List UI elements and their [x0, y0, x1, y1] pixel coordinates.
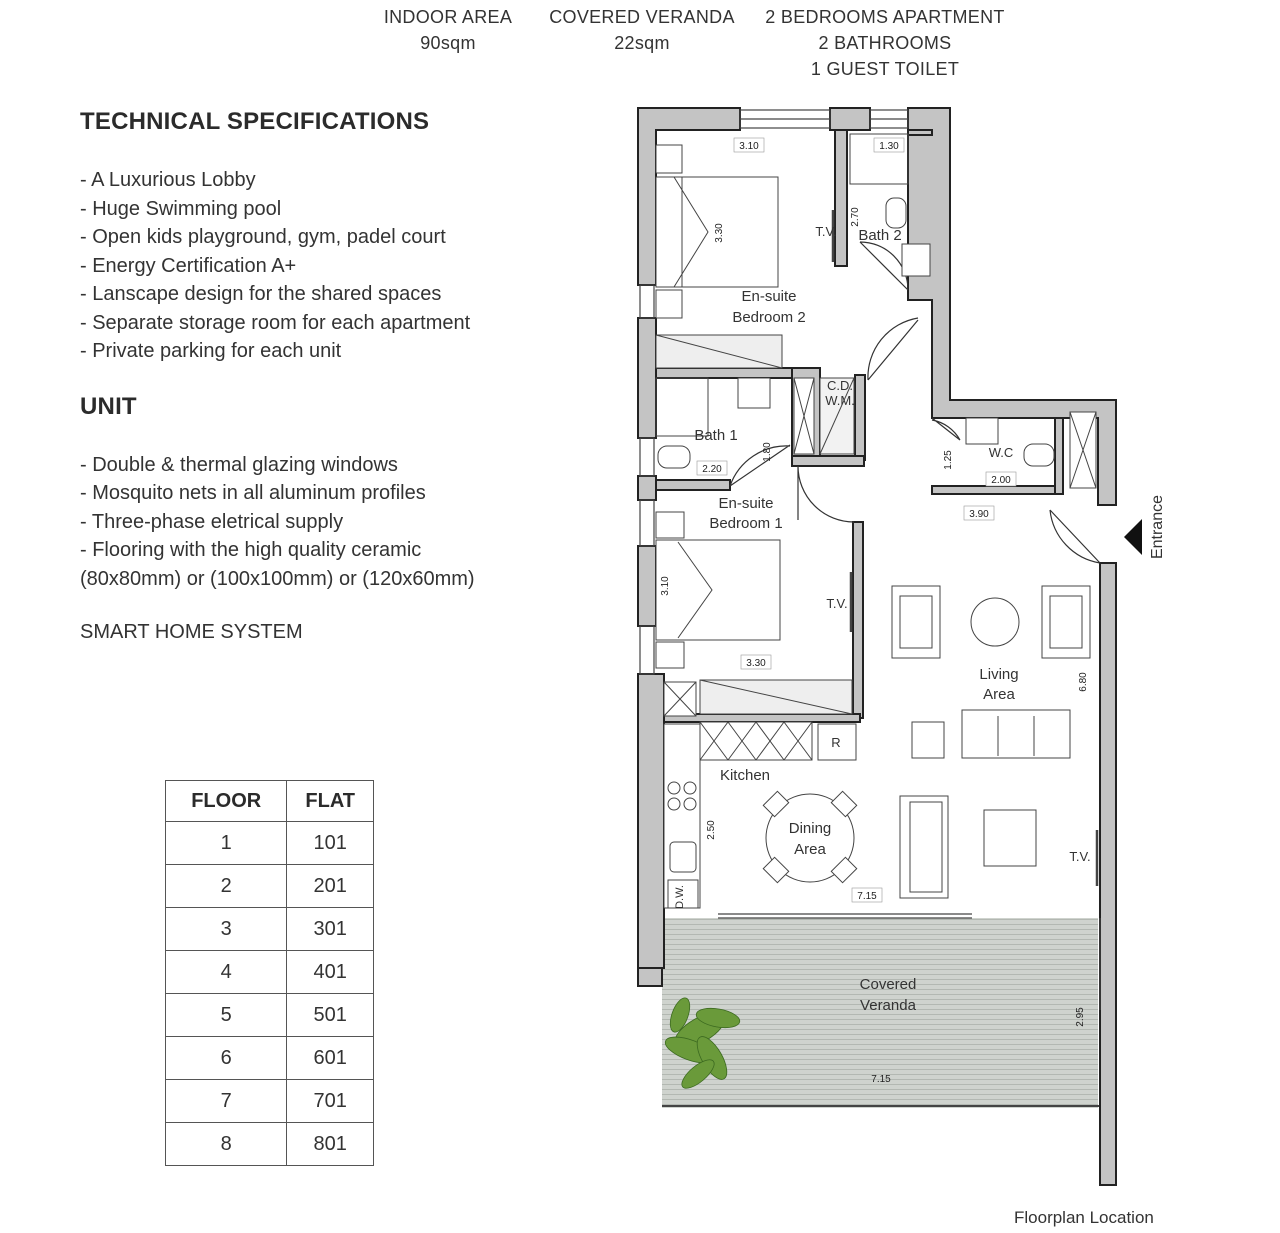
wall-left-window-bed1 — [638, 546, 656, 626]
armchair-right-seat — [1050, 596, 1082, 648]
dim-bedroom2-width: 3.10 — [739, 141, 759, 152]
dim-wc-width: 2.00 — [991, 475, 1011, 486]
floorplan-location-label: Floorplan Location — [1014, 1208, 1154, 1227]
dim-veranda-width: 7.15 — [871, 1074, 891, 1085]
hob-ring — [684, 798, 696, 810]
window-bed1-side — [640, 500, 654, 546]
floor-cell: 1 — [166, 822, 287, 865]
dim-bath2-height: 2.70 — [850, 207, 861, 227]
window-bath1-side — [640, 438, 654, 476]
kitchen-upper-cabinets — [700, 722, 812, 760]
unit-item: (80x80mm) or (100x100mm) or (120x60mm) — [80, 567, 475, 590]
floor-cell: 4 — [166, 951, 287, 994]
sink-wc — [966, 418, 998, 444]
wall-bed1-right — [853, 522, 863, 718]
sofa-three-seater — [962, 710, 1070, 758]
label-living-line1: Living — [979, 666, 1019, 683]
indoor-area-value: 90sqm — [420, 33, 476, 53]
toilet-wc — [1024, 444, 1054, 466]
label-bath1: Bath 1 — [694, 427, 738, 444]
spec-item: - Private parking for each unit — [80, 340, 342, 362]
label-dishwasher: D.W. — [674, 885, 686, 909]
dim-veranda-height: 2.95 — [1075, 1007, 1086, 1027]
spec-item: - Lanscape design for the shared spaces — [80, 283, 442, 305]
label-dining-line1: Dining — [788, 820, 832, 837]
label-bedroom2-line2: Bedroom 2 — [732, 309, 806, 326]
wc-fixtures — [966, 412, 1096, 488]
unit-item: - Double & thermal glazing windows — [80, 453, 398, 476]
label-bedroom2-line1: En-suite — [741, 288, 797, 305]
flat-cell: 201 — [287, 865, 374, 908]
armchair-left-seat — [900, 596, 932, 648]
wall-bath1-top — [656, 368, 792, 378]
dim-interior-width: 7.15 — [857, 891, 877, 902]
coffee-table — [971, 598, 1019, 646]
unit-item: - Mosquito nets in all aluminum profiles — [80, 482, 426, 504]
floor-cell: 2 — [166, 865, 287, 908]
apartment-bedrooms: 2 BEDROOMS APARTMENT — [765, 7, 1005, 27]
kitchen-sink — [670, 842, 696, 872]
wall-bath2-right — [908, 130, 932, 135]
wall-left-kitchen — [638, 674, 664, 968]
dim-kitchen-height: 2.50 — [706, 820, 717, 840]
spec-item: - Separate storage room for each apartment — [80, 311, 471, 334]
dim-living-height: 6.80 — [1078, 672, 1089, 692]
label-bedroom1-line2: Bedroom 1 — [709, 515, 783, 532]
floor-cell: 5 — [166, 994, 287, 1037]
dim-bath1-width: 2.20 — [702, 464, 722, 475]
nightstand-bedroom2-a — [656, 145, 682, 173]
sofa-left-seat — [910, 802, 942, 892]
flat-cell: 301 — [287, 908, 374, 951]
apartment-bathrooms: 2 BATHROOMS — [818, 33, 952, 53]
wall-wc-right — [1055, 418, 1063, 494]
dim-bedroom2-height: 3.30 — [714, 223, 725, 243]
floor-cell: 6 — [166, 1037, 287, 1080]
sink-bath2 — [902, 244, 930, 276]
flat-cell: 601 — [287, 1037, 374, 1080]
spec-item: - Huge Swimming pool — [80, 197, 282, 220]
hob-ring — [668, 798, 680, 810]
door-wc — [932, 418, 960, 440]
unit-heading: UNIT — [80, 392, 137, 420]
hob-ring — [668, 782, 680, 794]
label-wm: W.M. — [825, 393, 855, 408]
door-bath2 — [860, 242, 908, 290]
label-veranda-line1: Covered — [859, 976, 917, 993]
bed-bedroom1 — [656, 540, 780, 640]
door-entrance — [1050, 510, 1100, 563]
flat-cell: 101 — [287, 822, 374, 865]
toilet-bath1 — [658, 446, 690, 468]
window-bed2-side — [640, 285, 654, 318]
label-tv-bedroom1: T.V. — [826, 596, 848, 611]
covered-veranda-value: 22sqm — [614, 33, 670, 53]
unit-item: - Flooring with the high quality ceramic — [80, 539, 422, 561]
dim-bath2-width: 1.30 — [879, 141, 899, 152]
label-entrance: Entrance — [1149, 494, 1166, 560]
unit-item: - Three-phase eletrical supply — [80, 510, 344, 533]
bed-pillows-bedroom2 — [656, 177, 682, 287]
floor-cell: 8 — [166, 1123, 287, 1166]
dim-hall-width: 3.90 — [969, 509, 989, 520]
floor-cell: 7 — [166, 1080, 287, 1123]
wall-left-b — [638, 476, 656, 500]
label-kitchen: Kitchen — [719, 767, 771, 784]
spec-item: - Energy Certification A+ — [80, 254, 297, 277]
sink-bath1 — [738, 378, 770, 408]
door-bath1 — [730, 445, 790, 486]
bedroom1-furniture — [656, 512, 852, 716]
window-bed1-side-b — [640, 626, 654, 674]
entrance-arrow-icon — [1124, 519, 1142, 555]
label-bath2: Bath 2 — [858, 227, 902, 244]
door-bedroom2 — [868, 318, 918, 380]
side-table — [912, 722, 944, 758]
label-wc: W.C — [988, 445, 1014, 460]
hob-ring — [684, 782, 696, 794]
technical-specifications-heading: TECHNICAL SPECIFICATIONS — [80, 108, 430, 135]
label-dining-line2: Area — [794, 841, 826, 858]
flat-column-header: FLAT — [287, 781, 374, 822]
spec-item: - A Luxurious Lobby — [80, 169, 256, 191]
wall-veranda-left — [638, 968, 662, 986]
ottoman — [984, 810, 1036, 866]
dim-bedroom1-width: 3.30 — [746, 658, 766, 669]
dim-wc-height: 1.25 — [943, 450, 954, 470]
label-living-line2: Area — [983, 686, 1015, 703]
flat-cell: 501 — [287, 994, 374, 1037]
floor-cell: 3 — [166, 908, 287, 951]
wall-cd-right — [855, 375, 865, 460]
dim-bath1-height: 1.80 — [762, 442, 773, 462]
dim-bedroom1-height: 3.10 — [660, 576, 671, 596]
covered-veranda-title: COVERED VERANDA — [549, 7, 735, 27]
nightstand-bedroom2-b — [656, 290, 682, 318]
wall-wc-bottom — [932, 486, 1057, 494]
label-fridge: R — [831, 735, 841, 750]
toilet-bath2 — [886, 198, 906, 228]
wall-left-a — [638, 318, 656, 438]
wall-bath2-divider — [835, 130, 847, 266]
nightstand-bedroom1-b — [656, 642, 684, 668]
label-bedroom1-line1: En-suite — [718, 495, 774, 512]
flat-cell: 801 — [287, 1123, 374, 1166]
flat-cell: 401 — [287, 951, 374, 994]
indoor-area-title: INDOOR AREA — [383, 7, 513, 27]
wall-corridor-a — [792, 456, 864, 466]
wall-bath1-bottom — [656, 480, 730, 490]
smart-home-label: SMART HOME SYSTEM — [80, 621, 303, 643]
apartment-guest-toilet: 1 GUEST TOILET — [810, 59, 960, 79]
floor-column-header: FLOOR — [166, 781, 287, 822]
label-cd: C.D. — [827, 378, 853, 393]
label-veranda-line2: Veranda — [860, 997, 916, 1014]
spec-item: - Open kids playground, gym, padel court — [80, 226, 446, 248]
door-bedroom1 — [798, 466, 854, 522]
wall-right-living — [1100, 563, 1116, 1185]
flat-cell: 701 — [287, 1080, 374, 1123]
label-tv-living: T.V. — [1069, 849, 1091, 864]
wall-top-middle — [830, 108, 870, 130]
bedroom2-furniture — [656, 145, 833, 368]
nightstand-bedroom1-a — [656, 512, 684, 538]
label-tv-bedroom2: T.V. — [815, 224, 837, 239]
